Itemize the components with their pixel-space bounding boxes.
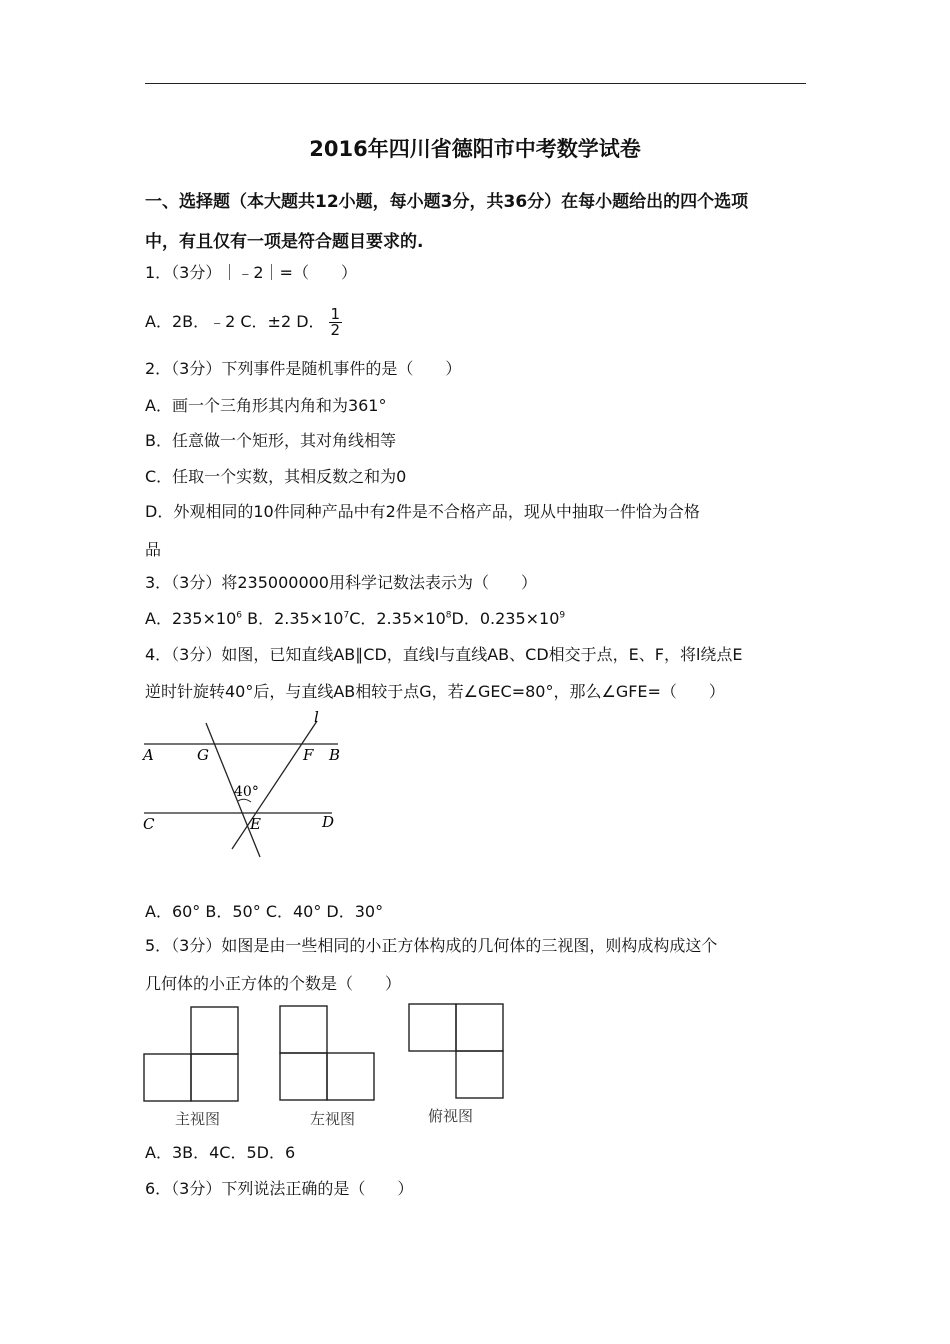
- q1-frac-den: 2: [330, 321, 341, 339]
- top-view-label: 俯视图: [428, 1107, 474, 1125]
- q1-frac-num: 1: [330, 305, 341, 323]
- q2-option-d-line1: D．外观相同的10件同种产品中有2件是不合格产品，现从中抽取一件恰为合格: [145, 502, 700, 521]
- q1-stem: 1．（3分）｜﹣2｜=（ ）: [145, 263, 357, 282]
- q2-option-d-line2: 品: [145, 540, 162, 559]
- label-d: D: [322, 813, 335, 831]
- q3-option-d: D．0.235×10: [451, 609, 560, 628]
- section-heading-line1: 一、选择题（本大题共12小题，每小题3分，共36分）在每小题给出的四个选项: [145, 192, 749, 212]
- q3-option-a-exp: 6: [236, 610, 242, 621]
- q5-three-views-figure: [140, 1000, 510, 1105]
- section-heading-line2: 中，有且仅有一项是符合题目要求的.: [145, 232, 424, 252]
- page-title: 2016年四川省德阳市中考数学试卷: [309, 137, 641, 161]
- front-view: [144, 1007, 238, 1101]
- q3-option-b-exp: 7: [343, 610, 350, 621]
- q4-stem-line2: 逆时针旋转40°后，与直线AB相较于点G，若∠GEC=80°，那么∠GFE=（ ）: [145, 682, 725, 701]
- label-e: E: [250, 815, 261, 833]
- label-f: F: [303, 746, 314, 764]
- label-angle: 40°: [234, 784, 259, 800]
- q1-fraction: [329, 307, 343, 338]
- q4-options: A．60° B．50° C．40° D．30°: [145, 902, 384, 921]
- q2-stem: 2．（3分）下列事件是随机事件的是（ ）: [145, 359, 462, 378]
- q3-option-b: B．2.35×10: [242, 609, 344, 628]
- q3-stem: 3．（3分）将235000000用科学记数法表示为（ ）: [145, 573, 537, 592]
- label-c: C: [143, 815, 155, 833]
- label-l: l: [314, 708, 319, 726]
- q3-option-d-exp: 9: [559, 610, 566, 621]
- front-view-label: 主视图: [175, 1110, 221, 1128]
- q3-option-a: A．235×10: [145, 609, 237, 628]
- header-rule: [145, 83, 806, 84]
- q3-options: [145, 606, 565, 629]
- left-view-label: 左视图: [310, 1110, 356, 1128]
- label-g: G: [197, 746, 209, 764]
- q3-option-c-exp: 8: [445, 610, 452, 621]
- q5-options: A．3B．4C．5D．6: [145, 1143, 296, 1162]
- q2-option-a: A．画一个三角形其内角和为361°: [145, 396, 387, 415]
- label-a: A: [143, 746, 154, 764]
- q5-stem-line1: 5．（3分）如图是由一些相同的小正方体构成的几何体的三视图，则构成构成这个: [145, 936, 718, 955]
- q5-stem-line2: 几何体的小正方体的个数是（ ）: [145, 974, 402, 993]
- left-view: [280, 1006, 374, 1100]
- q4-stem-line1: 4．（3分）如图，已知直线AB∥CD，直线l与直线AB、CD相交于点，E、F，将l绕点E: [145, 645, 743, 664]
- q2-option-b: B．任意做一个矩形，其对角线相等: [145, 431, 396, 450]
- q4-geometry-figure: [140, 705, 350, 865]
- label-b: B: [329, 746, 341, 764]
- q2-option-c: C．任取一个实数，其相反数之和为0: [145, 467, 407, 486]
- q6-stem: 6．（3分）下列说法正确的是（ ）: [145, 1179, 414, 1198]
- q1-options-text: A．2B．﹣2 C．±2 D．: [145, 312, 325, 331]
- q3-option-c: C．2.35×10: [349, 609, 446, 628]
- top-view: [409, 1004, 503, 1098]
- q1-options: [145, 307, 342, 338]
